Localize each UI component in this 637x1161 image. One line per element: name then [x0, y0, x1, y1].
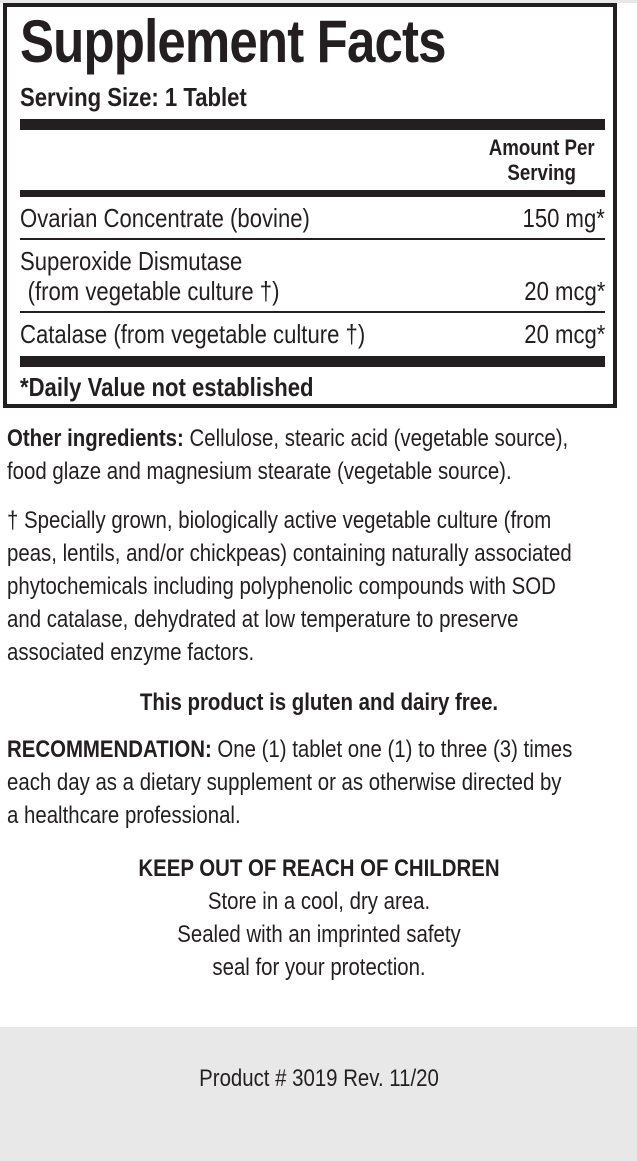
gluten-dairy-note-text: This product is gluten and dairy free. [139, 689, 499, 716]
divider-thick-bottom [20, 356, 605, 367]
amount-per-serving-header [20, 135, 605, 185]
other-ingredients-line2: food glaze and magnesium stearate (vegetable source). [7, 458, 512, 485]
dagger-note-line: and catalase, dehydrated at low temperature to preserve [7, 606, 519, 633]
serving-size-text: Serving Size: 1 Tablet [20, 82, 247, 112]
ingredient-row-superoxide-dismutase [20, 240, 605, 311]
supplement-label [0, 3, 637, 1092]
product-number-text: Product # 3019 Rev. 11/20 [199, 1065, 439, 1092]
divider-thick-top [20, 119, 605, 130]
amount-header-line2: Serving [507, 160, 577, 185]
ingredient-amount: 20 mcg* [523, 319, 605, 349]
label-body [0, 422, 637, 1161]
ingredient-name-detail: (from vegetable culture †) [27, 276, 280, 306]
keep-out-heading: KEEP OUT OF REACH OF CHILDREN [138, 855, 500, 882]
other-ingredients-line1: Cellulose, stearic acid (vegetable source), [183, 425, 569, 452]
daily-value-footnote [20, 372, 605, 402]
serving-size [20, 83, 605, 111]
recommendation-label: RECOMMENDATION: [7, 736, 212, 763]
recommendation-line3: a healthcare professional. [7, 802, 241, 829]
supplement-facts-title [20, 8, 605, 75]
gluten-dairy-note [7, 686, 631, 719]
amount-per-serving-header-text [489, 135, 595, 185]
other-ingredients [7, 422, 631, 488]
keep-out-warning [7, 852, 631, 984]
supplement-facts-panel [3, 3, 617, 408]
storage-note-line: Store in a cool, dry area. [207, 888, 431, 915]
recommendation-line2: each day as a dietary supplement or as otherwise directed by [7, 769, 562, 796]
ingredient-name: Catalase (from vegetable culture †) [20, 319, 366, 349]
product-number [7, 996, 631, 1161]
safety-seal-line: seal for your protection. [212, 954, 426, 981]
daily-value-footnote-text: *Daily Value not established [20, 372, 314, 402]
ingredient-row-ovarian-concentrate [20, 197, 605, 238]
dagger-note-line: † Specially grown, biologically active vegetable culture (from [7, 507, 552, 534]
ingredient-amount: 20 mcg* [523, 276, 605, 306]
ingredient-amount: 150 mg* [522, 203, 605, 233]
ingredient-name: Ovarian Concentrate (bovine) [20, 203, 310, 233]
supplement-facts-title-text: Supplement Facts [20, 8, 446, 75]
recommendation-line1: One (1) tablet one (1) to three (3) times [211, 736, 573, 763]
dagger-note-line: associated enzyme factors. [7, 639, 255, 666]
dagger-note-line: phytochemicals including polyphenolic compounds with SOD [7, 573, 556, 600]
divider-medium [20, 190, 605, 197]
amount-header-line1: Amount Per [489, 135, 595, 160]
recommendation [7, 733, 631, 832]
dagger-note [7, 504, 631, 669]
other-ingredients-label: Other ingredients: [7, 425, 184, 452]
safety-seal-line: Sealed with an imprinted safety [177, 921, 461, 948]
ingredient-name: Superoxide Dismutase [20, 246, 243, 276]
ingredient-row-catalase [20, 313, 605, 354]
dagger-note-line: peas, lentils, and/or chickpeas) containing naturally associated [7, 540, 572, 567]
